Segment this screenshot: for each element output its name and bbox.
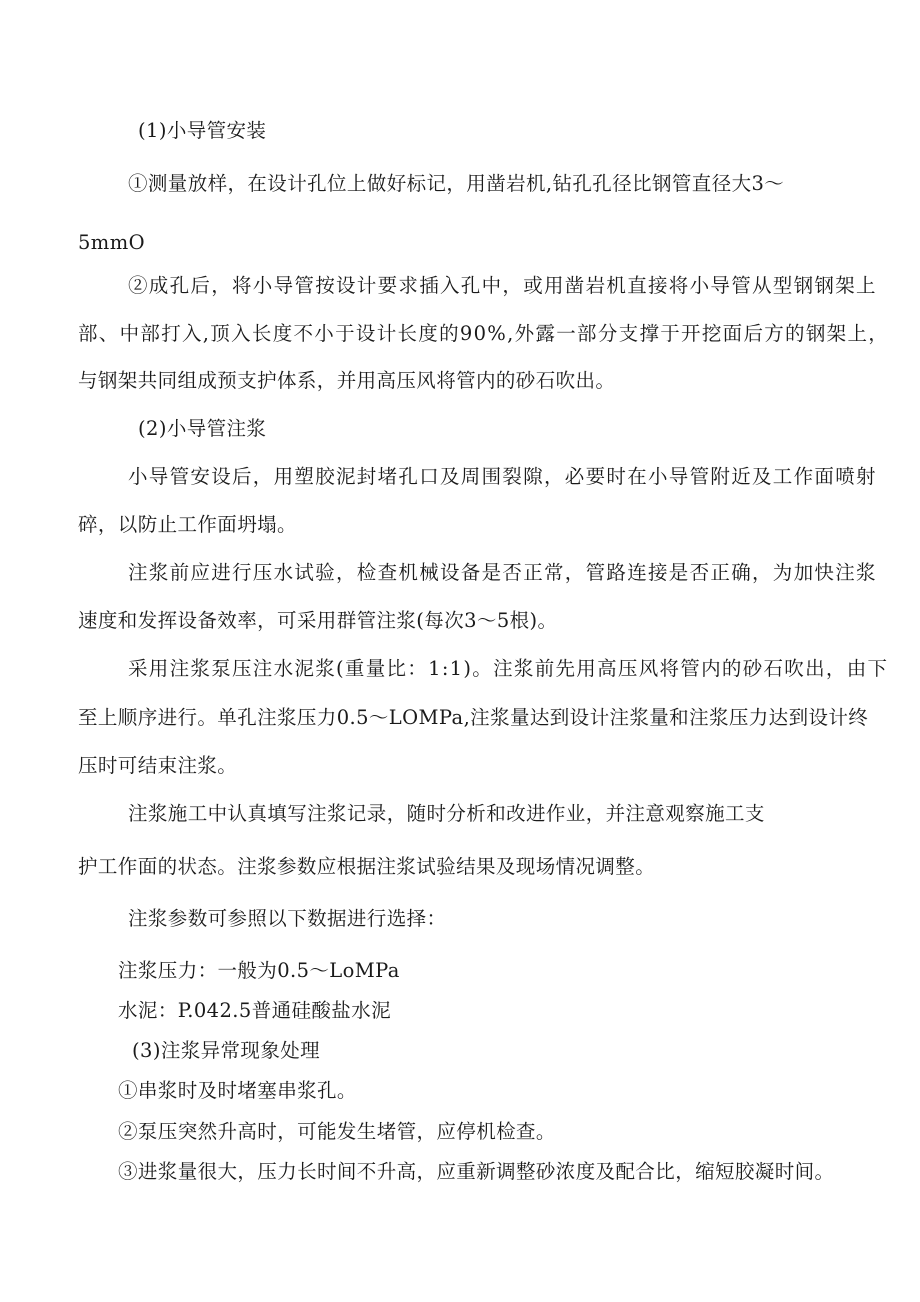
paragraph-line: ①测量放样，在设计孔位上做好标记，用凿岩机,钻孔孔径比钢管直径大3～ (128, 172, 785, 195)
param-cement: 水泥：P.042.5普通硅酸盐水泥 (118, 999, 391, 1022)
paragraph-line: 部、中部打入,顶入长度不小于设计长度的90%,外露一部分支撑于开挖面后方的钢架上， (78, 322, 890, 345)
section-1-heading: (1)小导管安装 (138, 119, 267, 142)
paragraph-line: ②成孔后，将小导管按设计要求插入孔中，或用凿岩机直接将小导管从型钢钢架上 (128, 274, 877, 297)
list-item: ②泵压突然升高时，可能发生堵管，应停机检查。 (118, 1120, 556, 1143)
paragraph-line: 至上顺序进行。单孔注浆压力0.5～LOMPa,注浆量达到设计注浆量和注浆压力达到设计终 (78, 706, 869, 729)
paragraph-line: 与钢架共同组成预支护体系，并用高压风将管内的砂石吹出。 (78, 369, 616, 392)
paragraph-line: 注浆施工中认真填写注浆记录，随时分析和改进作业，并注意观察施工支 (128, 802, 765, 825)
param-pressure: 注浆压力：一般为0.5～LoMPa (118, 959, 400, 982)
paragraph-line: 速度和发挥设备效率，可采用群管注浆(每次3～5根)。 (78, 609, 558, 632)
paragraph-line: 注浆前应进行压水试验，检查机械设备是否正常，管路连接是否正确，为加快注浆 (128, 561, 877, 584)
paragraph-line: 采用注浆泵压注水泥浆(重量比：1:1)。注浆前先用高压风将管内的砂石吹出，由下 (128, 657, 889, 680)
paragraph-line: 5mmO (78, 231, 145, 254)
paragraph-line: 护工作面的状态。注浆参数应根据注浆试验结果及现场情况调整。 (78, 855, 656, 878)
paragraph-line: 注浆参数可参照以下数据进行选择： (128, 907, 447, 930)
section-3-heading: (3)注浆异常现象处理 (132, 1039, 321, 1062)
list-item: ③进浆量很大，压力长时间不升高，应重新调整砂浓度及配合比，缩短胶凝时间。 (118, 1160, 835, 1183)
section-2-heading: (2)小导管注浆 (138, 417, 267, 440)
list-item: ①串浆时及时堵塞串浆孔。 (118, 1079, 357, 1102)
paragraph-line: 碎，以防止工作面坍塌。 (78, 513, 297, 536)
paragraph-line: 小导管安设后，用塑胶泥封堵孔口及周围裂隙，必要时在小导管附近及工作面喷射 (128, 465, 877, 488)
paragraph-line: 压时可结束注浆。 (78, 754, 238, 777)
